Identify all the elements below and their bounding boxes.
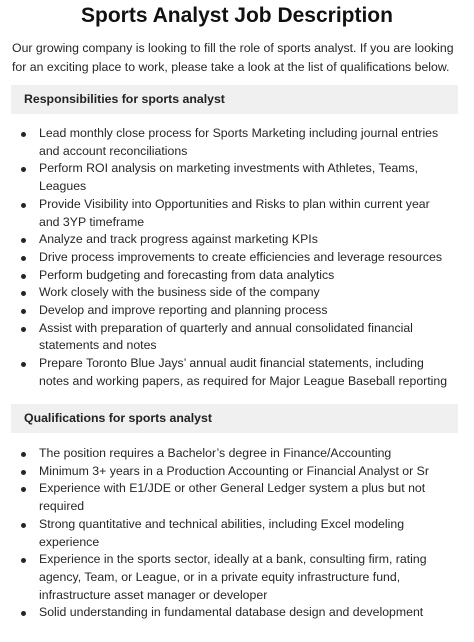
bullet-icon: [21, 487, 26, 492]
list-item: [11, 231, 451, 249]
list-item-text: The position requires a Bachelor’s degree in Finance/Accounting: [39, 446, 392, 460]
list-item: [11, 516, 451, 551]
bullet-icon: [21, 362, 26, 367]
list-item: [11, 160, 451, 195]
bullet-icon: [21, 256, 26, 261]
qualifications-heading: Qualifications for sports analyst: [11, 404, 458, 433]
bullet-icon: [21, 167, 26, 172]
list-item: [11, 551, 451, 604]
list-item: [11, 125, 451, 160]
list-item-text: Experience with E1/JDE or other General Ledger system a plus but not required: [39, 481, 426, 514]
bullet-icon: [21, 274, 26, 279]
list-item-text: Assist with preparation of quarterly and annual consolidated financial statements and notes: [39, 320, 413, 353]
list-item-text: Provide Visibility into Opportunities and Risks to plan within current year and 3YP timeframe: [39, 196, 430, 229]
page-title: Sports Analyst Job Description: [81, 4, 393, 27]
list-item-text: Work closely with the business side of the company: [39, 285, 320, 300]
list-item: [11, 249, 451, 267]
list-item-text: Lead monthly close process for Sports Marketing including journal entries and account reconciliations: [39, 126, 439, 158]
bullet-icon: [21, 523, 26, 528]
qualifications-list: [11, 445, 451, 622]
list-item-text: Experience in the sports sector, ideally at a bank, consulting firm, rating agency, Team, or League, or in a private equity infrastructure fund, infrastructure asset manager or developer: [39, 552, 427, 602]
responsibilities-list: [11, 125, 451, 391]
bullet-icon: [21, 558, 26, 563]
responsibilities-heading: Responsibilities for sports analyst: [11, 85, 458, 114]
list-item-text: Perform budgeting and forecasting from data analytics: [39, 267, 335, 282]
bullet-icon: [21, 203, 26, 208]
list-item-text: Solid understanding in fundamental database design and development: [39, 605, 424, 620]
bullet-icon: [21, 452, 26, 457]
list-item-text: Minimum 3+ years in a Production Accounting or Financial Analyst or Sr: [39, 463, 429, 478]
list-item-text: Analyze and track progress against marketing KPIs: [39, 232, 318, 247]
list-item: [11, 463, 451, 481]
list-item: [11, 604, 451, 622]
bullet-icon: [21, 309, 26, 314]
bullet-icon: [21, 470, 26, 475]
bullet-icon: [21, 238, 26, 243]
list-item: [11, 355, 451, 390]
bullet-icon: [21, 327, 26, 332]
list-item: [11, 480, 451, 515]
list-item: [11, 302, 451, 320]
list-item: [11, 445, 451, 463]
list-item: [11, 320, 451, 355]
list-item-text: Prepare Toronto Blue Jays’ annual audit financial statements, including notes and working papers, as required for Major League Baseball reporting: [39, 356, 448, 388]
list-item: [11, 267, 451, 285]
intro-paragraph: Our growing company is looking to fill the role of sports analyst. If you are looking for an exciting place to work, please take a look at the list of qualifications below.: [12, 41, 454, 74]
bullet-icon: [21, 611, 26, 616]
bullet-icon: [21, 132, 26, 137]
list-item-text: Drive process improvements to create efficiencies and leverage resources: [39, 249, 443, 264]
bullet-icon: [21, 291, 26, 296]
list-item: [11, 196, 451, 231]
list-item-text: Strong quantitative and technical abilities, including Excel modeling experience: [39, 516, 405, 549]
list-item-text: Develop and improve reporting and planning process: [39, 303, 328, 318]
list-item: [11, 284, 451, 302]
list-item-text: Perform ROI analysis on marketing investments with Athletes, Teams, Leagues: [39, 161, 419, 194]
